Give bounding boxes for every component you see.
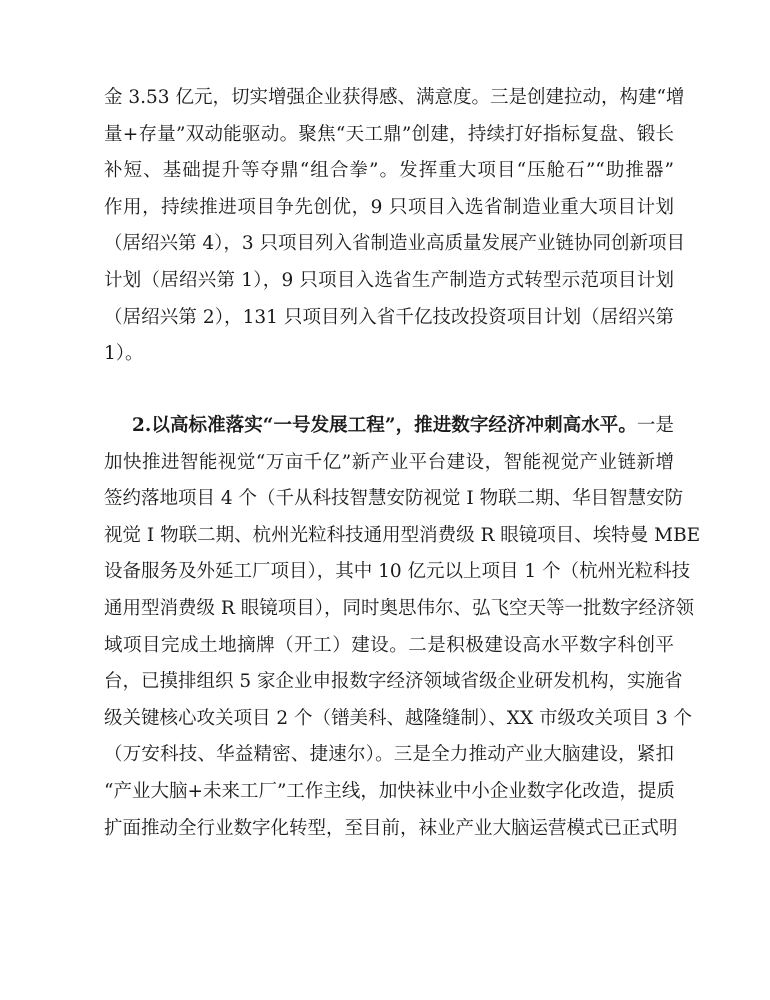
text-line: 台，已摸排组织 5 家企业申报数字经济领域省级企业研发机构，实施省 bbox=[104, 671, 683, 693]
text-line: 设备服务及外延工厂项目），其中 10 亿元以上项目 1 个（杭州光粒科技 bbox=[104, 561, 691, 583]
text-line: 1）。 bbox=[104, 343, 144, 365]
text-line: 加快推进智能视觉“万亩千亿”新产业平台建设，智能视觉产业链新增 bbox=[104, 451, 674, 473]
section-heading-line bbox=[104, 408, 674, 445]
text-line: “产业大脑+未来工厂”工作主线，加快袜业中小企业数字化改造，提质 bbox=[104, 780, 675, 802]
text-line: 计划（居绍兴第 1），9 只项目入选省生产制造方式转型示范项目计划 bbox=[104, 269, 674, 291]
text-line: 通用型消费级 R 眼镜项目），同时奥思伟尔、弘飞空天等一批数字经济领 bbox=[104, 597, 694, 619]
text-line: 级关键核心攻关项目 2 个（镨美科、越隆缝制）、XX 市级攻关项目 3 个 bbox=[104, 707, 693, 729]
text-line: 视觉 I 物联二期、杭州光粒科技通用型消费级 R 眼镜项目、埃特曼 MBE bbox=[104, 524, 701, 546]
text-line: 扩面推动全行业数字化转型，至目前，袜业产业大脑运营模式已正式明 bbox=[104, 817, 678, 839]
section-heading: 2.以高标准落实“一号发展工程”，推进数字经济冲刺高水平。 bbox=[132, 415, 637, 436]
paragraph-section-2 bbox=[104, 408, 701, 847]
text-line: 签约落地项目 4 个（千从科技智慧安防视觉 I 物联二期、华目智慧安防 bbox=[104, 488, 684, 510]
text-line: 域项目完成土地摘牌（开工）建设。二是积极建设高水平数字科创平 bbox=[104, 634, 674, 656]
text-line: 补短、基础提升等夺鼎“组合拳”。发挥重大项目“压舱石”“助推器” bbox=[104, 160, 674, 182]
text-line: 量+存量”双动能驱动。聚焦“天工鼎”创建，持续打好指标复盘、锻长 bbox=[104, 123, 674, 145]
text-line: 金 3.53 亿元，切实增强企业获得感、满意度。三是创建拉动，构建“增 bbox=[104, 87, 685, 108]
text-line: （居绍兴第 4），3 只项目列入省制造业高质量发展产业链协同创新项目 bbox=[104, 233, 686, 255]
text-line: （万安科技、华益精密、捷速尔）。三是全力推动产业大脑建设，紧扣 bbox=[104, 744, 674, 766]
heading-line-continuation: 一是 bbox=[636, 415, 674, 436]
text-line: 作用，持续推进项目争先创优，9 只项目入选省制造业重大项目计划 bbox=[104, 196, 674, 218]
text-line: （居绍兴第 2），131 只项目列入省千亿技改投资项目计划（居绍兴第 bbox=[104, 306, 674, 328]
paragraph-continued bbox=[104, 80, 686, 373]
